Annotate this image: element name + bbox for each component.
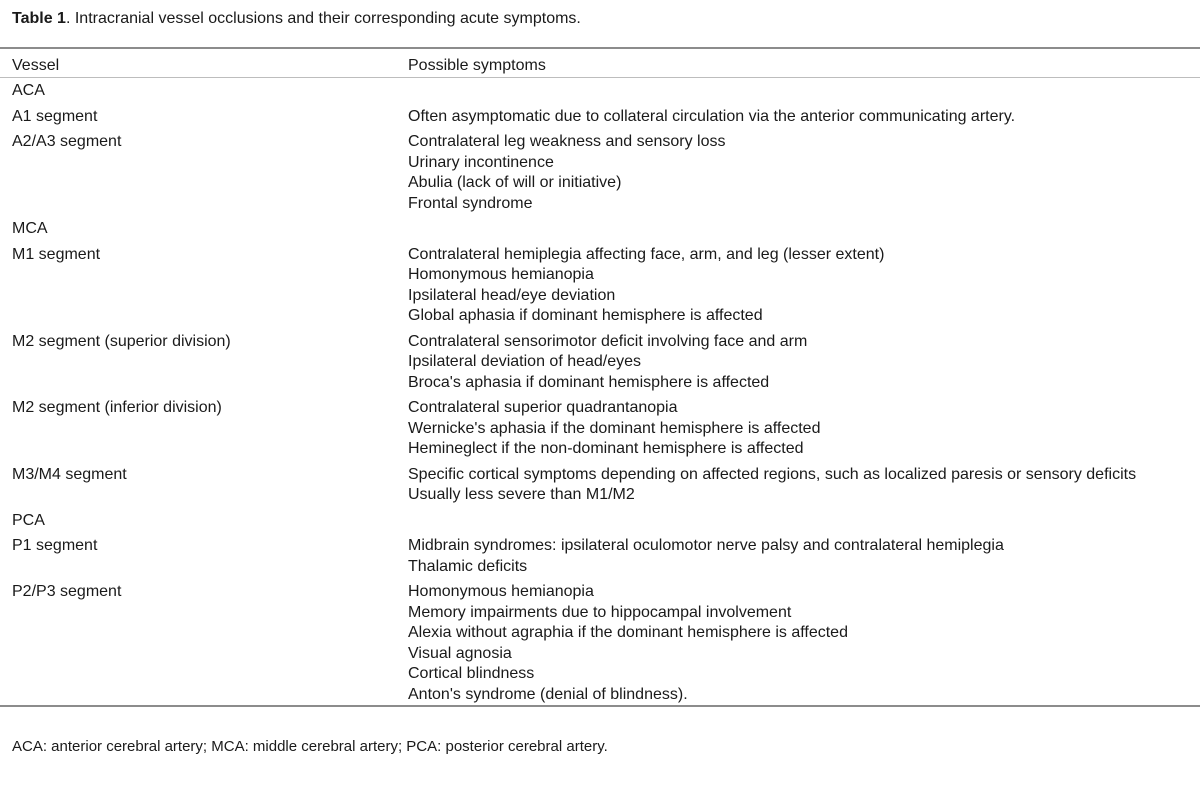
symptom-line: Specific cortical symptoms depending on affected regions, such as localized paresis or sensory deficits (408, 465, 1137, 483)
symptoms-cell (396, 465, 1188, 506)
symptom-line: Global aphasia if dominant hemisphere is affected (408, 307, 763, 324)
symptom-line: Alexia without agraphia if the dominant hemisphere is affected (408, 624, 848, 641)
symptom-line: Ipsilateral head/eye deviation (408, 286, 616, 304)
vessel-cell: M2 segment (superior division) (12, 332, 231, 350)
symptom-line: Hemineglect if the non-dominant hemisphere is affected (408, 440, 804, 457)
vessel-cell: A1 segment (12, 107, 98, 125)
table-row (0, 219, 1200, 240)
table-row (0, 81, 1200, 102)
table-row (0, 582, 1200, 705)
symptom-line: Frontal syndrome (408, 194, 533, 212)
symptom-line: Contralateral leg weakness and sensory loss (408, 133, 726, 150)
table-bottom-rule (0, 705, 1200, 707)
table-row (0, 132, 1200, 214)
vessel-cell: P1 segment (12, 537, 98, 554)
header-rule (0, 77, 1200, 78)
header-vessel: Vessel (12, 57, 60, 74)
symptom-line: Contralateral hemiplegia affecting face, arm, and leg (lesser extent) (408, 245, 885, 263)
symptom-line: Abulia (lack of will or initiative) (408, 174, 622, 191)
symptoms-cell (396, 332, 1188, 394)
symptom-line: Anton's syndrome (denial of blindness). (408, 685, 688, 703)
table-footnote: ACA: anterior cerebral artery; MCA: middle cerebral artery; PCA: posterior cerebral artery. (12, 738, 608, 755)
table-row (0, 398, 1200, 460)
vessel-cell: P2/P3 segment (12, 583, 122, 600)
symptom-line: Homonymous hemianopia (408, 266, 594, 283)
symptom-line: Usually less severe than M1/M2 (408, 486, 635, 503)
symptoms-cell (396, 219, 1188, 240)
table-row (0, 332, 1200, 394)
symptom-line: Thalamic deficits (408, 557, 528, 575)
table-row (0, 107, 1200, 128)
symptom-line: Homonymous hemianopia (408, 583, 594, 600)
symptom-line: Urinary incontinence (408, 153, 554, 171)
vessel-cell: ACA (12, 82, 45, 99)
header-possible-symptoms: Possible symptoms (408, 57, 546, 74)
table-row (0, 465, 1200, 506)
table-body (0, 81, 1200, 710)
symptoms-cell (396, 107, 1188, 128)
table-label: Table 1 (12, 10, 66, 27)
symptoms-cell (396, 511, 1188, 532)
vessel-cell: M3/M4 segment (12, 465, 127, 483)
vessel-cell: PCA (12, 511, 45, 529)
symptoms-cell (396, 398, 1188, 460)
table-top-rule (0, 47, 1200, 49)
vessel-cell: M1 segment (12, 245, 101, 263)
table-row (0, 536, 1200, 577)
symptom-line: Contralateral sensorimotor deficit involving face and arm (408, 332, 808, 350)
symptom-line: Ipsilateral deviation of head/eyes (408, 353, 642, 370)
symptoms-cell (396, 536, 1188, 577)
table-row (0, 511, 1200, 532)
table-caption (12, 9, 581, 29)
symptoms-cell (396, 245, 1188, 327)
symptom-line: Wernicke's aphasia if the dominant hemisphere is affected (408, 419, 821, 437)
symptoms-cell (396, 582, 1188, 705)
vessel-cell: A2/A3 segment (12, 133, 122, 150)
table-title: . Intracranial vessel occlusions and their corresponding acute symptoms. (65, 10, 581, 27)
symptom-line: Midbrain syndromes: ipsilateral oculomotor nerve palsy and contralateral hemiplegia (408, 537, 1004, 554)
symptom-line: Often asymptomatic due to collateral circulation via the anterior communicating artery. (408, 107, 1016, 125)
symptoms-cell (396, 81, 1188, 102)
symptom-line: Cortical blindness (408, 665, 535, 682)
symptom-line: Visual agnosia (408, 644, 512, 662)
symptom-line: Contralateral superior quadrantanopia (408, 399, 678, 416)
vessel-cell: M2 segment (inferior division) (12, 399, 222, 416)
symptom-line: Memory impairments due to hippocampal involvement (408, 603, 792, 621)
vessel-cell: MCA (12, 220, 48, 237)
symptom-line: Broca's aphasia if dominant hemisphere is affected (408, 373, 770, 391)
symptoms-cell (396, 132, 1188, 214)
table-row (0, 245, 1200, 327)
